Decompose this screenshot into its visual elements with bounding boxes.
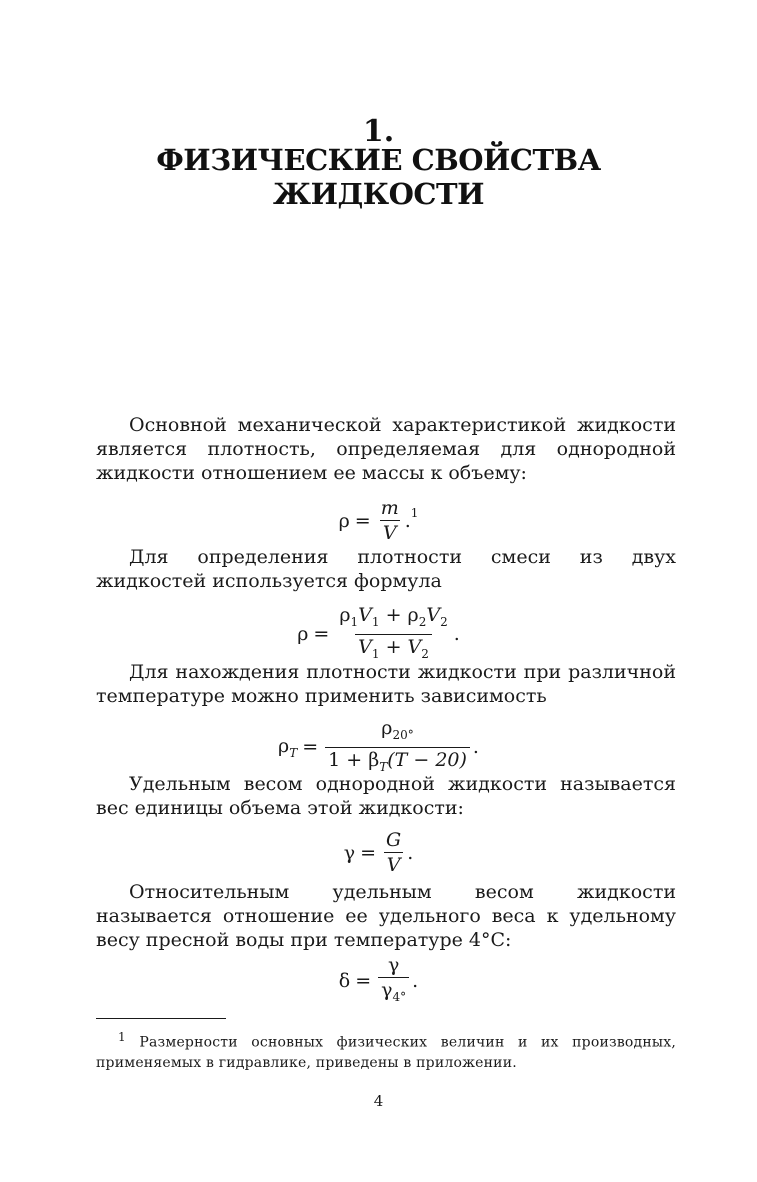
numerator: $\rho_1V_1 + \rho_2V_2$: [339, 604, 448, 629]
equals-sign: =: [354, 509, 371, 532]
fraction: [378, 954, 409, 1008]
denominator: V: [384, 852, 404, 876]
fraction: [325, 717, 470, 778]
equals-sign: =: [302, 736, 319, 759]
equals-sign: =: [360, 841, 377, 864]
footnote-divider: [96, 1018, 226, 1019]
formula-relative-weight: [0, 954, 757, 1008]
fraction: [336, 604, 450, 665]
chapter-title-line2: ЖИДКОСТИ: [273, 177, 484, 211]
numerator: γ: [387, 954, 400, 976]
chapter-number: 1.: [362, 114, 395, 149]
denominator: $V_1 + V_2$: [355, 634, 432, 665]
formula-lhs: $\rho_T$: [278, 734, 298, 760]
equals-sign: =: [355, 969, 372, 992]
footnote-text: Размерности основных физических величин и их производных, применяемых в гидравлике, приведены в приложении.: [96, 1034, 676, 1071]
chapter-title-line1: ФИЗИЧЕСКИЕ СВОЙСТВА: [156, 143, 601, 177]
formula-lhs: γ: [343, 841, 356, 864]
formula-lhs: δ: [338, 969, 351, 992]
footnote-mark: 1: [410, 505, 419, 520]
fraction: [383, 829, 404, 876]
formula-temperature-density: [0, 717, 757, 778]
denominator: $\gamma_{4^\circ}$: [378, 977, 409, 1008]
formula-lhs: ρ: [338, 509, 350, 532]
numerator: m: [380, 497, 399, 519]
footnote-mark: 1: [118, 1030, 126, 1044]
formula-density: [0, 497, 757, 544]
paragraph-relative-weight: Относительным удельным весом жидкости называется отношение ее удельного веса к удельному весу пресной воды при температуре 4°С:: [96, 881, 676, 951]
page-number: 4: [373, 1092, 384, 1110]
period: .: [407, 841, 414, 864]
denominator: V: [380, 520, 400, 544]
period: .: [472, 736, 479, 759]
paragraph-density: Основной механической характеристикой жидкости является плотность, определяемая для однородной жидкости отношением ее массы к объему:: [96, 414, 676, 484]
period: .: [404, 509, 411, 532]
formula-specific-weight: [0, 829, 757, 876]
formula-lhs: ρ: [297, 623, 309, 646]
equals-sign: =: [313, 623, 330, 646]
formula-mixture-density: [0, 604, 757, 665]
denominator: $1 + \beta_T(T - 20)$: [325, 747, 470, 778]
paragraph-mixture: Для определения плотности смеси из двух жидкостей используется формула: [96, 546, 676, 592]
footnote: [96, 1027, 676, 1073]
numerator: G: [386, 829, 402, 851]
paragraph-temperature: Для нахождения плотности жидкости при различной температуре можно применить зависимость: [96, 661, 676, 707]
paragraph-specific-weight: Удельным весом однородной жидкости называется вес единицы объема этой жидкости:: [96, 773, 676, 819]
numerator: $\rho_{20^\circ}$: [381, 717, 414, 742]
fraction: [378, 497, 402, 544]
period: .: [412, 969, 419, 992]
period: .: [453, 623, 460, 646]
